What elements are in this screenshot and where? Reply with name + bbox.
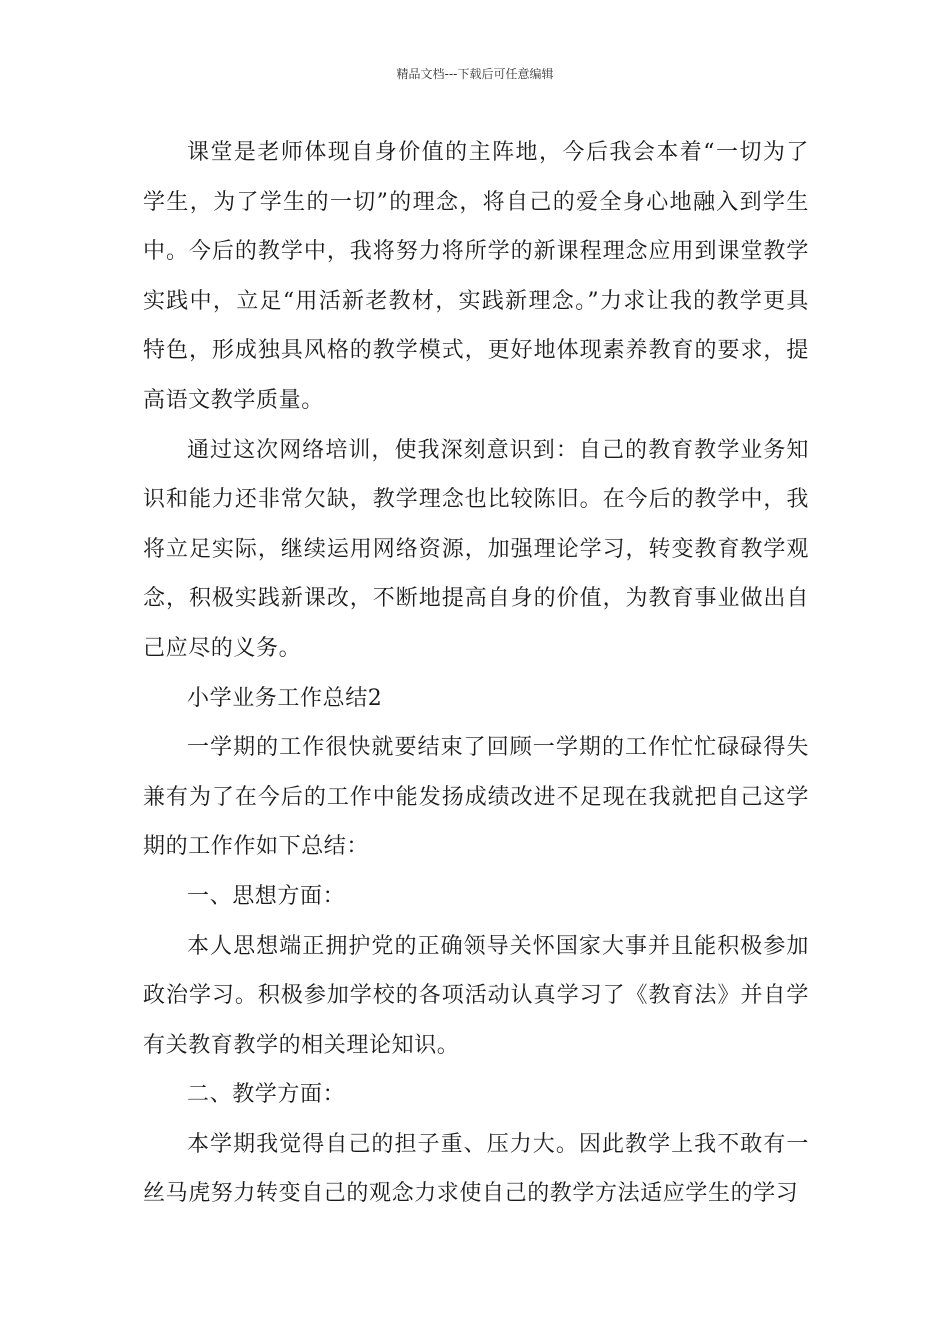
paragraph-classroom: 课堂是老师体现自身价值的主阵地，今后我会本着“一切为了学生，为了学生的一切”的理念，将自己的爱全身心地融入到学生中。今后的教学中，我将努力将所学的新课程理念应用到课堂教学实践中，立足“用活新老教材，实践新理念。”力求让我的教学更具特色，形成独具风格的教学模式，更好地体现素养教育的要求，提高语文教学质量。: [143, 140, 809, 413]
paragraph-teaching: 本学期我觉得自己的担子重、压力大。因此教学上我不敢有一丝马虎努力转变自己的观念力求使自己的教学方法适应学生的学习: [143, 1131, 809, 1207]
heading-teaching: 二、教学方面：: [187, 1082, 346, 1108]
document-body: [143, 128, 809, 1219]
page-header: 精品文档---下载后可任意编辑: [396, 67, 554, 81]
paragraph-thought: 本人思想端正拥护党的正确领导关怀国家大事并且能积极参加政治学习。积极参加学校的各项活动认真学习了《教育法》并自学有关教育教学的相关理论知识。: [143, 933, 809, 1058]
section-title: 小学业务工作总结2: [187, 685, 383, 711]
paragraph-intro: 一学期的工作很快就要结束了回顾一学期的工作忙忙碌碌得失兼有为了在今后的工作中能发扬成绩改进不足现在我就把自己这学期的工作作如下总结：: [143, 735, 809, 860]
heading-thought: 一、思想方面：: [187, 883, 346, 909]
paragraph-network-training: 通过这次网络培训，使我深刻意识到：自己的教育教学业务知识和能力还非常欠缺，教学理念也比较陈旧。在今后的教学中，我将立足实际，继续运用网络资源，加强理论学习，转变教育教学观念，积极实践新课改，不断地提高自身的价值，为教育事业做出自己应尽的义务。: [143, 437, 809, 661]
